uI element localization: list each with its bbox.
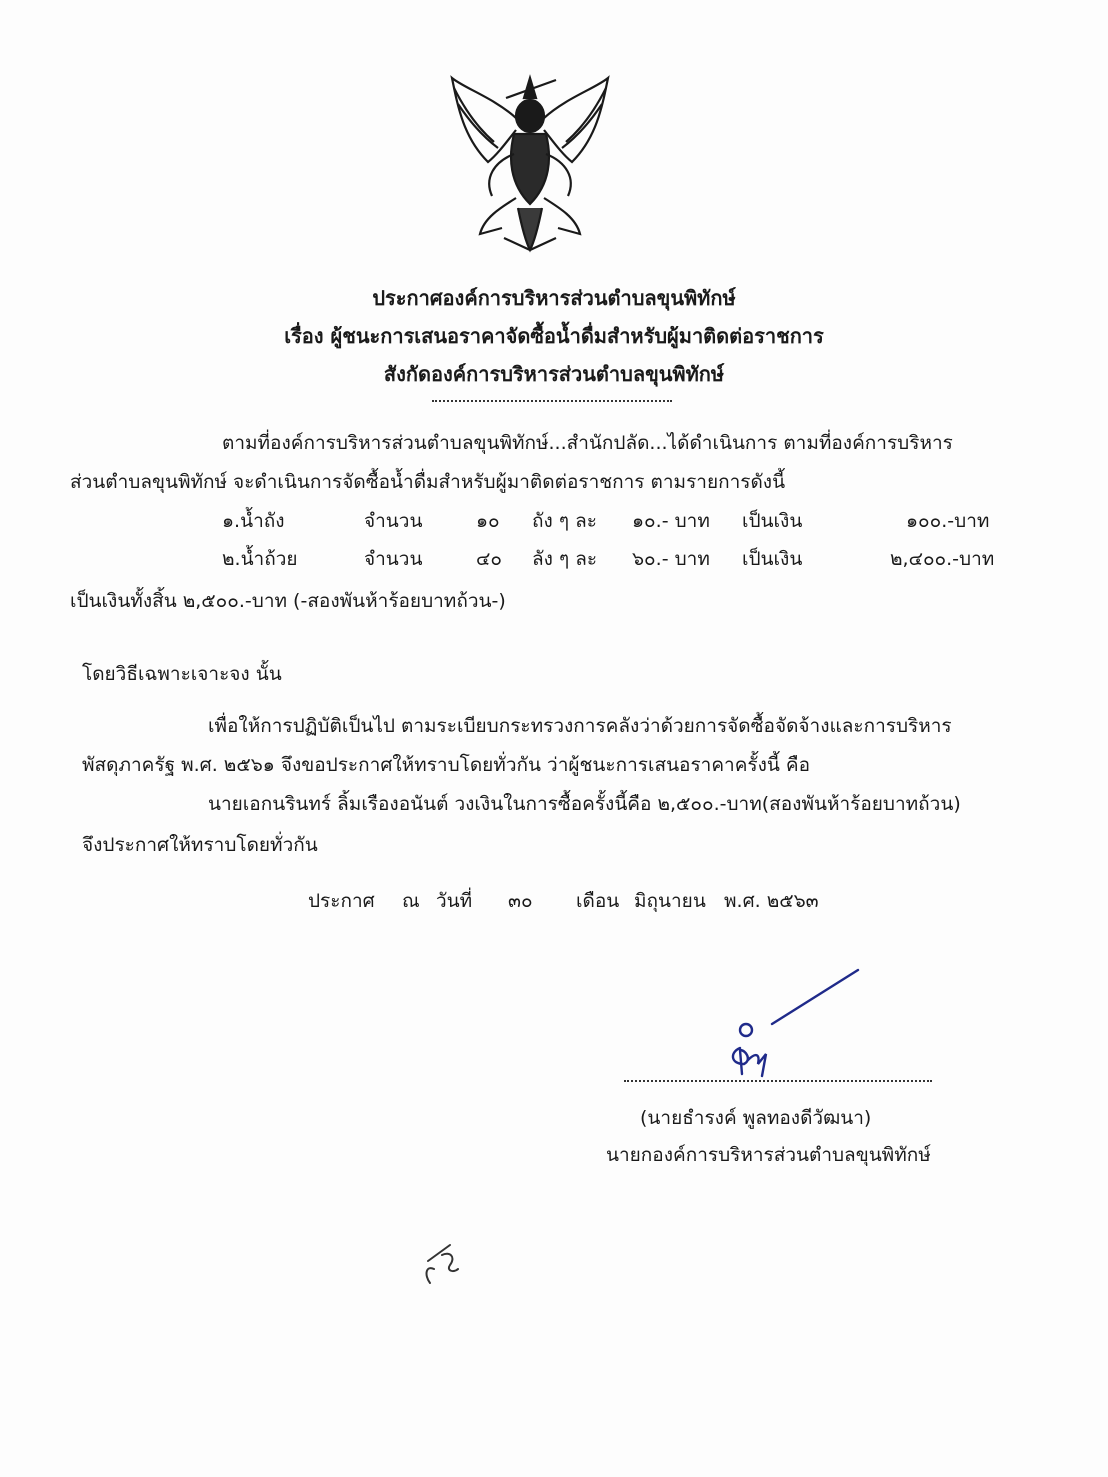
- signer-position: นายกองค์การบริหารส่วนตำบลขุนพิทักษ์: [606, 1144, 931, 1166]
- title-divider: [432, 400, 672, 402]
- title-line-2: เรื่อง ผู้ชนะการเสนอราคาจัดซื้อน้ำดื่มสำหรับผู้มาติดต่อราชการ: [284, 324, 824, 348]
- item-qty: ๑๐: [476, 510, 500, 532]
- title-line-1: ประกาศองค์การบริหารส่วนตำบลขุนพิทักษ์: [372, 286, 736, 310]
- month-value: มิถุนายน: [634, 890, 706, 912]
- item-name: ๑.น้ำถัง: [222, 510, 285, 532]
- item-qty-label: จำนวน: [364, 548, 423, 570]
- at-label: ณ: [402, 890, 420, 912]
- item-total: ๑๐๐.-บาท: [906, 510, 990, 532]
- title-line-3: สังกัดองค์การบริหารส่วนตำบลขุนพิทักษ์: [383, 362, 725, 386]
- item-total: ๒,๔๐๐.-บาท: [890, 548, 995, 570]
- year-value: พ.ศ. ๒๕๖๓: [724, 890, 819, 912]
- grand-total: เป็นเงินทั้งสิ้น ๒,๕๐๐.-บาท (-สองพันห้าร้อยบาทถ้วน-): [70, 590, 506, 612]
- item-name: ๒.น้ำถ้วย: [222, 548, 298, 570]
- item-price: ๑๐.- บาท: [632, 510, 710, 532]
- signer-name: (นายธำรงค์ พูลทองดีวัฒนา): [640, 1107, 872, 1129]
- para2-line1: เพื่อให้การปฏิบัติเป็นไป ตามระเบียบกระทรวงการคลังว่าด้วยการจัดซื้อจัดจ้างและการบริหาร: [208, 715, 952, 737]
- item-unit: ลัง ๆ ละ: [532, 548, 598, 570]
- announce-label: ประกาศ: [308, 890, 375, 912]
- para3-line2: จึงประกาศให้ทราบโดยทั่วกัน: [82, 834, 318, 856]
- item-qty: ๔๐: [476, 548, 502, 570]
- item-total-label: เป็นเงิน: [742, 510, 803, 532]
- para1-line2: ส่วนตำบลขุนพิทักษ์ จะดำเนินการจัดซื้อน้ำดื่มสำหรับผู้มาติดต่อราชการ ตามรายการดังนี้: [70, 471, 786, 493]
- signature-line: [624, 1080, 932, 1082]
- item-qty-label: จำนวน: [364, 510, 423, 532]
- procurement-method: โดยวิธีเฉพาะเจาะจง นั้น: [82, 663, 282, 685]
- item-unit: ถัง ๆ ละ: [532, 510, 597, 532]
- para3-line1: นายเอกนรินทร์ ลิ้มเรืองอนันต์ วงเงินในการซื้อครั้งนี้คือ ๒,๕๐๐.-บาท(สองพันห้าร้อยบาทถ้วน): [208, 793, 961, 815]
- day-label: วันที่: [436, 890, 473, 912]
- month-label: เดือน: [576, 890, 620, 912]
- para1-line1: ตามที่องค์การบริหารส่วนตำบลขุนพิทักษ์...สำนักปลัด...ได้ดำเนินการ ตามที่องค์การบริหาร: [222, 432, 953, 454]
- day-value: ๓๐: [508, 890, 533, 912]
- handwritten-mark-icon: [410, 1225, 470, 1295]
- garuda-emblem-icon: [444, 58, 616, 254]
- para2-line2: พัสดุภาครัฐ พ.ศ. ๒๕๖๑ จึงขอประกาศให้ทราบโดยทั่วกัน ว่าผู้ชนะการเสนอราคาครั้งนี้ คือ: [82, 754, 811, 776]
- item-total-label: เป็นเงิน: [742, 548, 803, 570]
- signature-handwriting-icon: [700, 960, 880, 1090]
- item-price: ๖๐.- บาท: [632, 548, 710, 570]
- announce-date: [0, 886, 1108, 916]
